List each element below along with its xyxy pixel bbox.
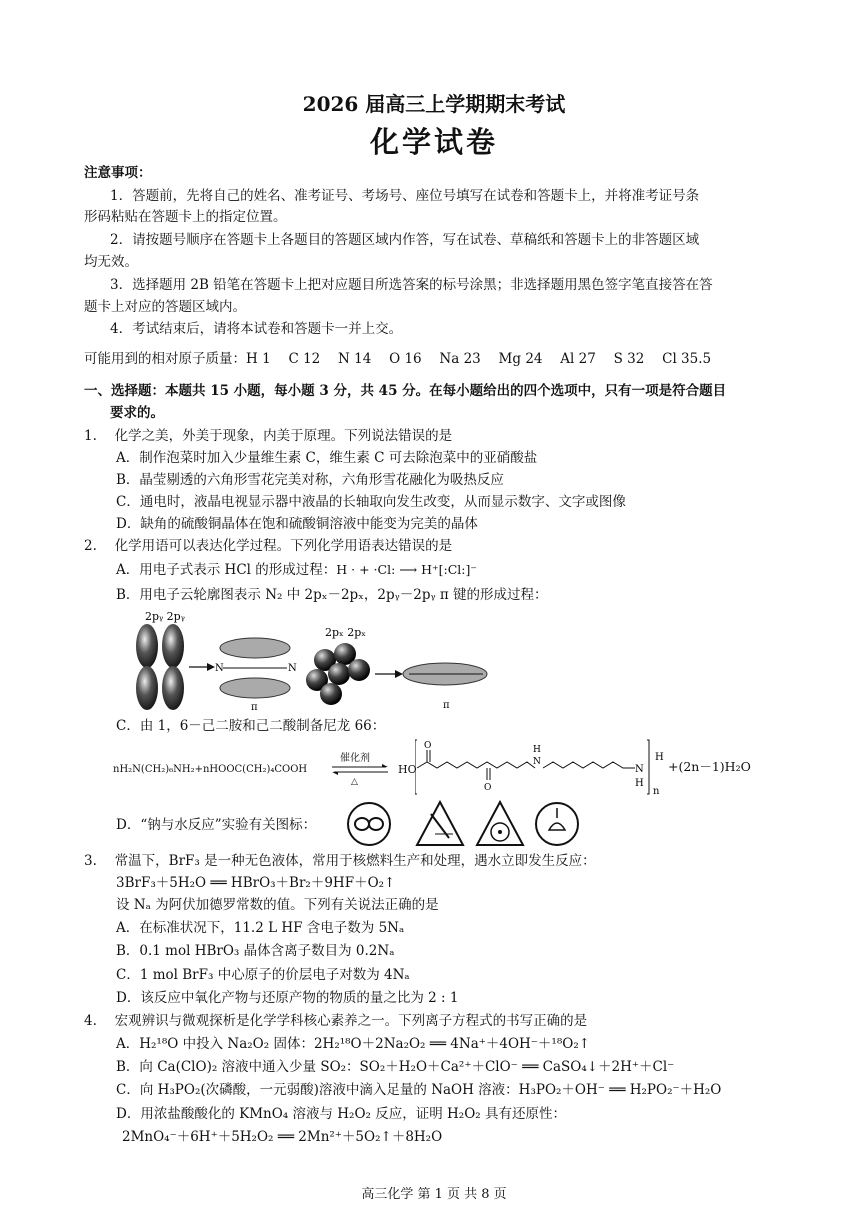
q1-option-b: B．晶莹剔透的六角形雪花完美对称，六角形雪花融化为吸热反应	[116, 472, 504, 488]
carbonyl-o: O	[424, 741, 432, 751]
q2-option-d: D．“钠与水反应”实验有关图标：	[116, 817, 317, 833]
question-4-stem: 4. 宏观辨识与微观探析是化学学科核心素养之一。下列离子方程式的书写正确的是	[84, 1013, 588, 1029]
section-heading: 一、选择题：本题共 15 小题，每小题 3 分，共 45 分。在每小题给出的四个选项中，只有一项是符合题目	[84, 383, 727, 399]
notice-line: 4．考试结束后，请将本试卷和答题卡一并上交。	[110, 321, 403, 337]
polymer-ho: HO	[398, 763, 417, 776]
amide-h: H	[533, 745, 541, 755]
hcl-electron-formula: H · + ·Cl: ⟶ H⁺[:Cl:]⁻	[336, 562, 477, 577]
question-1-stem: 1. 化学之美，外美于现象，内美于原理。下列说法错误的是	[84, 428, 453, 444]
nylon-66-structure	[415, 738, 665, 798]
fig-label-n: N	[288, 663, 297, 674]
subject-title: 化学试卷	[369, 125, 498, 159]
sharp-object-warning-icon	[417, 802, 463, 845]
px-orbital-lobe	[320, 683, 342, 705]
q3-equation: 3BrF₃＋5H₂O ══ HBrO₃＋Br₂＋9HF＋O₂↑	[116, 875, 396, 891]
question-2-stem: 2. 化学用语可以表达化学过程。下列化学用语表达错误的是	[84, 538, 453, 554]
q1-option-d: D．缺角的硫酸铜晶体在饱和硫酸铜溶液中能变为完美的晶体	[116, 516, 478, 532]
wash-hands-icon	[536, 803, 578, 845]
amine-h: H	[635, 778, 644, 789]
q1-option-c: C．通电时，液晶电视显示器中液晶的长轴取向发生改变，从而显示数字、文字或图像	[116, 494, 626, 510]
q2-option-a-text: A．用电子式表示 HCl 的形成过程：	[116, 562, 337, 578]
heat-label: △	[351, 777, 358, 787]
q3-option-c: C．1 mol BrF₃ 中心原子的价层电子对数为 4Nₐ	[116, 967, 410, 983]
p-orbital-lobe	[136, 624, 158, 668]
q2-option-c: C．由 1，6－己二胺和己二酸制备尼龙 66：	[116, 718, 386, 734]
q4-option-b: B．向 Ca(ClO)₂ 溶液中通入少量 SO₂：SO₂＋H₂O＋Ca²⁺＋ClO⁻ ══ CaSO₄↓＋2H⁺＋Cl⁻	[116, 1059, 675, 1075]
fig-label-2px: 2pₓ 2pₓ	[325, 626, 366, 639]
reversible-arrow	[330, 763, 390, 777]
carbonyl-o: O	[484, 783, 492, 793]
px-orbital-lobe	[328, 663, 350, 685]
goggles-icon	[348, 803, 390, 845]
q4-option-d: D．用浓盐酸酸化的 KMnO₄ 溶液与 H₂O₂ 反应，证明 H₂O₂ 具有还原性：	[116, 1106, 566, 1122]
q2-option-a	[116, 560, 477, 580]
exam-title: 2026 届高三上学期期末考试	[302, 92, 566, 116]
pi-cloud-lower	[220, 678, 290, 698]
safety-icons	[345, 798, 585, 850]
atomic-masses: 可能用到的相对原子质量：H 1 C 12 N 14 O 16 Na 23 Mg 24 Al 27 S 32 Cl 35.5	[84, 351, 712, 367]
section-heading-cont: 要求的。	[110, 405, 164, 421]
page-footer: 高三化学 第 1 页 共 8 页	[361, 1187, 507, 1202]
notice-line: 题卡上对应的答题区域内。	[84, 299, 246, 315]
q3-note: 设 Nₐ 为阿伏加德罗常数的值。下列有关说法正确的是	[116, 897, 439, 913]
notice-line: 1．答题前，先将自己的姓名、准考证号、考场号、座位号填写在试卷和答题卡上，并将准考证号条	[110, 188, 700, 204]
q4-option-d-equation: 2MnO₄⁻＋6H⁺＋5H₂O₂ ══ 2Mn²⁺＋5O₂↑＋8H₂O	[122, 1129, 443, 1145]
q3-option-a: A．在标准状况下，11.2 L HF 含电子数为 5Nₐ	[116, 920, 405, 936]
q3-option-d: D．该反应中氧化产物与还原产物的物质的量之比为 2 : 1	[116, 990, 459, 1006]
p-orbital-lobe	[136, 666, 158, 710]
fig-label-2py: 2pᵧ 2pᵧ	[145, 610, 185, 623]
pi-bond-orbital-figure	[125, 608, 505, 713]
px-orbital-lobe	[348, 659, 370, 681]
catalyst-label: 催化剂	[340, 753, 370, 764]
repeat-n: n	[653, 786, 660, 797]
notice-line: 2．请按题号顺序在答题卡上各题目的答题区域内作答，写在试卷、草稿纸和答题卡上的非答题区域	[110, 232, 700, 248]
q4-option-a: A．H₂¹⁸O 中投入 Na₂O₂ 固体：2H₂¹⁸O＋2Na₂O₂ ══ 4Na⁺＋4OH⁻＋¹⁸O₂↑	[116, 1036, 591, 1052]
q4-option-c: C．向 H₃PO₂(次磷酸，一元弱酸)溶液中滴入足量的 NaOH 溶液：H₃PO₂＋OH⁻ ══ H₂PO₂⁻＋H₂O	[116, 1082, 722, 1098]
pi-cloud-upper	[220, 638, 290, 658]
q3-option-b: B．0.1 mol HBrO₃ 晶体含离子数目为 0.2Nₐ	[116, 943, 395, 959]
water-byproduct: +(2n－1)H₂O	[668, 759, 751, 774]
end-h: H	[655, 752, 664, 763]
amide-n: N	[533, 757, 541, 767]
p-orbital-lobe	[162, 666, 184, 710]
q2-option-b: B．用电子云轮廓图表示 N₂ 中 2pₓ－2pₓ，2pᵧ－2pᵧ π 键的形成过程：	[116, 587, 548, 603]
fig-label-n: N	[215, 663, 224, 674]
ventilation-icon	[477, 802, 523, 845]
notice-line: 均无效。	[84, 254, 138, 270]
fig-label-pi: π	[443, 700, 450, 711]
question-3-stem: 3. 常温下，BrF₃ 是一种无色液体，常用于核燃料生产和处理，遇水立即发生反应：	[84, 853, 596, 869]
q1-option-a: A．制作泡菜时加入少量维生素 C，维生素 C 可去除泡菜中的亚硝酸盐	[116, 450, 538, 466]
notice-line: 3．选择题用 2B 铅笔在答题卡上把对应题目所选答案的标号涂黑；非选择题用黑色签字笔直接答在答	[110, 277, 713, 293]
p-orbital-lobe	[162, 624, 184, 668]
nylon-reactants: nH₂N(CH₂)₆NH₂+nHOOC(CH₂)₄COOH	[113, 764, 308, 775]
notice-line: 形码粘贴在答题卡上的指定位置。	[84, 209, 287, 225]
notice-heading: 注意事项：	[84, 165, 152, 181]
fig-label-pi: π	[251, 702, 258, 713]
amine-n: N	[635, 764, 644, 775]
